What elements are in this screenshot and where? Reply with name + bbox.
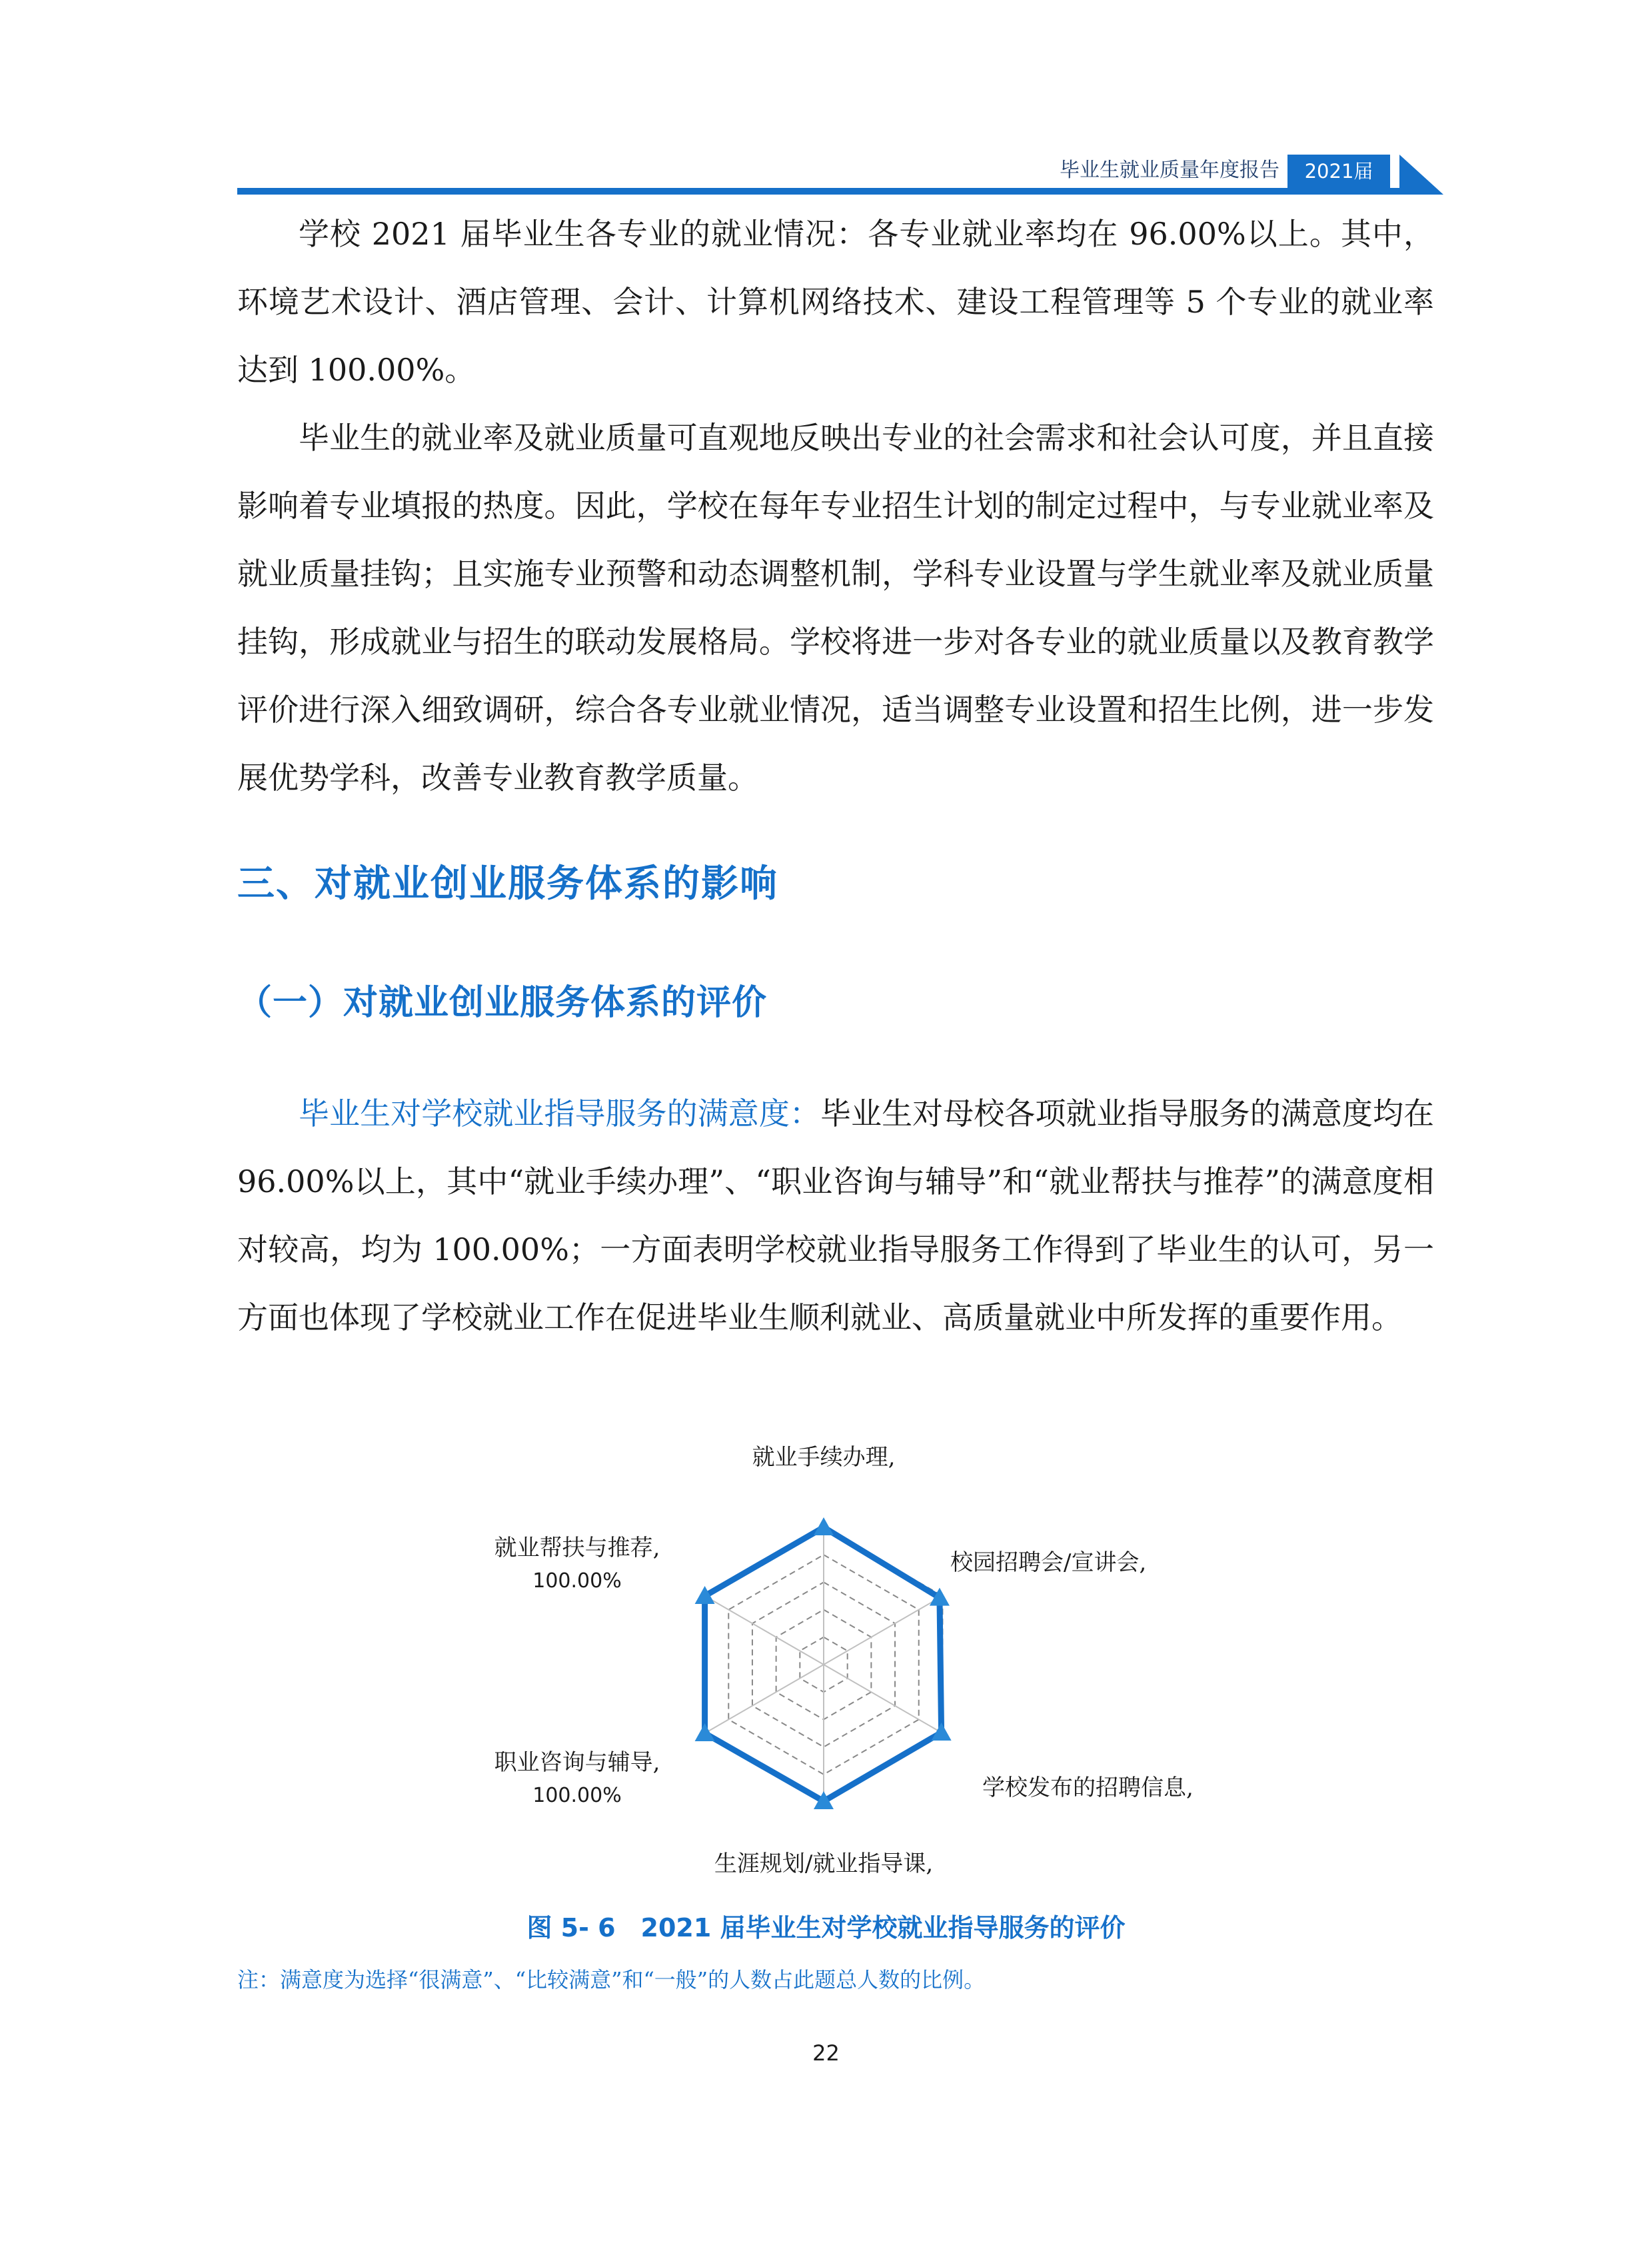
radar-axis-label-6: 就业帮扶与推荐, xyxy=(494,1535,660,1561)
radar-value-label-5: 100.00% xyxy=(532,1784,622,1807)
header-year-badge: 2021届 xyxy=(1287,155,1390,188)
radar-point-3 xyxy=(932,1723,952,1741)
radar-spoke-3 xyxy=(824,1665,942,1733)
radar-axis-label-2: 校园招聘会/宣讲会, xyxy=(950,1549,1147,1576)
paragraph-body: 毕业生对母校各项就业指导服务的满意度均在 96.00%以上，其中“就业手续办理”、“职业咨询与辅导”和“就业帮扶与推荐”的满意度相对较高，均为 100.00%；一方面表明学校就业指导服务工作得到了毕业生的认可，另一方面也体现了学校就业工作在促进毕业生顺利就业、高质量就业中所发挥的重要作用。 xyxy=(237,1096,1435,1335)
figure-caption: 图 5- 6 2021 届毕业生对学校就业指导服务的评价 xyxy=(526,1913,1126,1942)
radar-spoke-2 xyxy=(824,1596,942,1665)
radar-axis-label-1: 就业手续办理, xyxy=(752,1444,896,1471)
section-heading: 三、对就业创业服务体系的影响 xyxy=(237,862,778,906)
subsection-heading: （一）对就业创业服务体系的评价 xyxy=(237,983,768,1023)
paragraph-lead: 毕业生对学校就业指导服务的满意度： xyxy=(299,1096,820,1131)
radar-spoke-6 xyxy=(705,1596,824,1665)
radar-axis-label-5: 职业咨询与辅导, xyxy=(494,1749,660,1776)
paragraph-employment-quality: 毕业生的就业率及就业质量可直观地反映出专业的社会需求和社会认可度，并且直接影响着专业填报的热度。因此，学校在每年专业招生计划的制定过程中，与专业就业率及就业质量挂钩；且实施专业预警和动态调整机制，学科专业设置与学生就业率及就业质量挂钩，形成就业与招生的联动发展格局。学校将进一步对各专业的就业质量以及教育教学评价进行深入细致调研，综合各专业就业情况，适当调整专业设置和招生比例，进一步发展优势学科，改善专业教育教学质量。 xyxy=(237,420,1434,796)
radar-axis-label-3: 学校发布的招聘信息, xyxy=(982,1775,1194,1801)
radar-axis-label-4: 生涯规划/就业指导课, xyxy=(714,1851,934,1877)
radar-point-5 xyxy=(695,1723,715,1741)
header-title: 毕业生就业质量年度报告 xyxy=(1060,159,1279,182)
figure-note: 注：满意度为选择“很满意”、“比较满意”和“一般”的人数占此题总人数的比例。 xyxy=(237,1967,986,1992)
radar-point-1 xyxy=(814,1517,834,1535)
radar-spoke-5 xyxy=(705,1665,824,1733)
paragraph-major-employment: 学校 2021 届毕业生各专业的就业情况：各专业就业率均在 96.00%以上。其中，环境艺术设计、酒店管理、会计、计算机网络技术、建设工程管理等 5 个专业的就业率达到 100.00%。 xyxy=(237,216,1434,388)
radar-value-label-6: 100.00% xyxy=(532,1569,622,1593)
page-number: 22 xyxy=(812,2040,840,2066)
